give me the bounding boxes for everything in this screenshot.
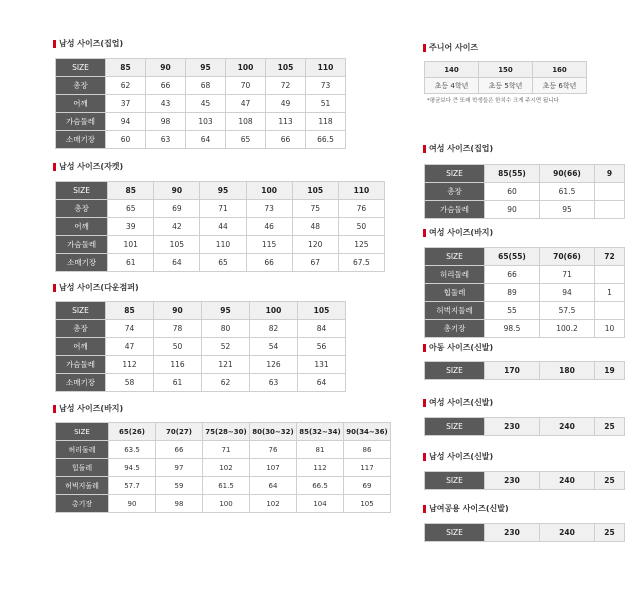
table-cell: 75 xyxy=(292,200,338,218)
table-row xyxy=(56,254,385,272)
table-row xyxy=(56,356,346,374)
size-table-women-shoes xyxy=(424,417,625,436)
table-cell: 61 xyxy=(108,254,154,272)
header-cell: 70(27) xyxy=(156,423,203,441)
table-header-row xyxy=(425,362,625,380)
header-cell: 75(28~30) xyxy=(203,423,250,441)
table-cell: 47 xyxy=(106,338,154,356)
table-cell: 105 xyxy=(344,495,391,513)
table-cell: 62 xyxy=(106,77,146,95)
table-cell: 116 xyxy=(154,356,202,374)
table-cell: 84 xyxy=(298,320,346,338)
table-cell: 71 xyxy=(203,441,250,459)
table-cell: 50 xyxy=(338,218,384,236)
table-cell: 110 xyxy=(200,236,246,254)
table-cell: 1 xyxy=(595,284,625,302)
header-cell: 110 xyxy=(306,59,346,77)
table-row xyxy=(56,95,346,113)
table-cell: 63 xyxy=(146,131,186,149)
table-cell: 66 xyxy=(246,254,292,272)
row-label: 허리둘레 xyxy=(425,266,485,284)
header-cell: 85(32~34) xyxy=(297,423,344,441)
row-label: 어깨 xyxy=(56,218,108,236)
header-cell: 80(30~32) xyxy=(250,423,297,441)
table-cell: 104 xyxy=(297,495,344,513)
table-cell: 131 xyxy=(298,356,346,374)
table-cell: 118 xyxy=(306,113,346,131)
table-cell: 102 xyxy=(203,459,250,477)
header-cell: 100 xyxy=(246,182,292,200)
table-cell: 97 xyxy=(156,459,203,477)
table-cell: 49 xyxy=(266,95,306,113)
table-cell: 64 xyxy=(250,477,297,495)
table-cell: 71 xyxy=(200,200,246,218)
table-cell: 102 xyxy=(250,495,297,513)
header-cell: 100 xyxy=(226,59,266,77)
table-cell: 67.5 xyxy=(338,254,384,272)
row-label: 허벅지둘레 xyxy=(56,477,109,495)
table-cell: 121 xyxy=(202,356,250,374)
table-cell: 65 xyxy=(200,254,246,272)
header-cell: 65(55) xyxy=(485,248,540,266)
table-header-row xyxy=(425,165,625,183)
table-row xyxy=(425,284,625,302)
header-cell: 230 xyxy=(485,418,540,436)
header-cell: 105 xyxy=(298,302,346,320)
table-cell: 52 xyxy=(202,338,250,356)
table-cell: 45 xyxy=(186,95,226,113)
table-cell: 66 xyxy=(485,266,540,284)
table-cell: 71 xyxy=(540,266,595,284)
table-row xyxy=(56,236,385,254)
table-row xyxy=(425,302,625,320)
table-header-row xyxy=(56,302,346,320)
row-label: 총장 xyxy=(56,320,106,338)
table-cell: 66 xyxy=(266,131,306,149)
size-table-unisex-shoes xyxy=(424,523,625,542)
table-cell: 126 xyxy=(250,356,298,374)
section-title-men-down: 남성 사이즈(다운점퍼) xyxy=(53,283,139,293)
row-label: 총기장 xyxy=(56,495,109,513)
header-cell: 95 xyxy=(200,182,246,200)
table-cell: 100.2 xyxy=(540,320,595,338)
header-cell: 100 xyxy=(250,302,298,320)
table-row xyxy=(56,338,346,356)
header-cell: 25 xyxy=(595,418,625,436)
row-label: 가슴둘레 xyxy=(56,356,106,374)
size-table-kids-shoes xyxy=(424,361,625,380)
section-title-women-zipup: 여성 사이즈(집업) xyxy=(423,144,493,154)
row-label: 허리둘레 xyxy=(56,441,109,459)
table-cell: 115 xyxy=(246,236,292,254)
table-row xyxy=(425,183,625,201)
header-cell: 170 xyxy=(485,362,540,380)
table-cell: 60 xyxy=(106,131,146,149)
size-table-women-pants xyxy=(424,247,625,338)
table-cell: 78 xyxy=(154,320,202,338)
table-cell: 54 xyxy=(250,338,298,356)
header-cell: 110 xyxy=(338,182,384,200)
table-cell: 44 xyxy=(200,218,246,236)
size-table-women-zipup xyxy=(424,164,625,219)
row-label: 힙둘레 xyxy=(425,284,485,302)
table-cell: 57.7 xyxy=(109,477,156,495)
header-cell: SIZE xyxy=(425,248,485,266)
table-cell: 42 xyxy=(154,218,200,236)
table-cell: 95 xyxy=(540,201,595,219)
table-cell: 초등 6학년 xyxy=(533,78,587,94)
header-cell: 230 xyxy=(485,472,540,490)
table-cell: 55 xyxy=(485,302,540,320)
table-cell: 39 xyxy=(108,218,154,236)
section-title-women-pants: 여성 사이즈(바지) xyxy=(423,228,493,238)
table-row xyxy=(56,131,346,149)
table-row xyxy=(56,320,346,338)
table-cell: 10 xyxy=(595,320,625,338)
header-cell: 90 xyxy=(154,302,202,320)
table-row xyxy=(425,320,625,338)
header-cell: SIZE xyxy=(425,362,485,380)
table-cell: 81 xyxy=(297,441,344,459)
header-cell: 85 xyxy=(108,182,154,200)
table-cell: 108 xyxy=(226,113,266,131)
header-cell: 90(66) xyxy=(540,165,595,183)
row-label: 총기장 xyxy=(425,320,485,338)
section-title-men-pants: 남성 사이즈(바지) xyxy=(53,404,123,414)
table-cell: 46 xyxy=(246,218,292,236)
row-label: 총장 xyxy=(56,200,108,218)
table-header-row xyxy=(425,248,625,266)
table-cell: 98.5 xyxy=(485,320,540,338)
table-row xyxy=(56,218,385,236)
table-row xyxy=(425,266,625,284)
table-cell: 73 xyxy=(246,200,292,218)
size-table-men-pants xyxy=(55,422,391,513)
table-row xyxy=(56,374,346,392)
table-cell: 72 xyxy=(266,77,306,95)
row-label: 가슴둘레 xyxy=(56,236,108,254)
table-cell: 51 xyxy=(306,95,346,113)
row-label: 총장 xyxy=(56,77,106,95)
header-cell: 19 xyxy=(595,362,625,380)
table-cell: 58 xyxy=(106,374,154,392)
header-cell: 85 xyxy=(106,302,154,320)
row-label: 힙둘레 xyxy=(56,459,109,477)
section-title-unisex-shoes: 남여공용 사이즈(신발) xyxy=(423,504,509,514)
table-header-row xyxy=(425,62,587,78)
header-cell: 140 xyxy=(425,62,479,78)
table-cell xyxy=(595,302,625,320)
table-cell: 66.5 xyxy=(306,131,346,149)
table-cell: 107 xyxy=(250,459,297,477)
table-header-row xyxy=(56,182,385,200)
table-cell: 69 xyxy=(344,477,391,495)
header-cell: SIZE xyxy=(56,59,106,77)
header-cell: 105 xyxy=(266,59,306,77)
section-title-junior: 주니어 사이즈 xyxy=(423,43,478,53)
header-cell: 85 xyxy=(106,59,146,77)
table-cell: 113 xyxy=(266,113,306,131)
section-title-kids-shoes: 아동 사이즈(신발) xyxy=(423,343,493,353)
table-cell: 60 xyxy=(485,183,540,201)
table-cell xyxy=(595,201,625,219)
table-cell: 76 xyxy=(250,441,297,459)
size-table-men-down xyxy=(55,301,346,392)
table-header-row xyxy=(425,418,625,436)
header-cell: 9 xyxy=(595,165,625,183)
header-cell: 85(55) xyxy=(485,165,540,183)
table-cell: 67 xyxy=(292,254,338,272)
table-row xyxy=(56,113,346,131)
section-title-women-shoes: 여성 사이즈(신발) xyxy=(423,398,493,408)
table-row xyxy=(56,441,391,459)
section-title-men-shoes: 남성 사이즈(신발) xyxy=(423,452,493,462)
header-cell: 240 xyxy=(540,418,595,436)
table-header-row xyxy=(56,423,391,441)
table-cell: 48 xyxy=(292,218,338,236)
table-cell: 63.5 xyxy=(109,441,156,459)
header-cell: 160 xyxy=(533,62,587,78)
header-cell: SIZE xyxy=(425,165,485,183)
table-cell: 64 xyxy=(186,131,226,149)
table-cell xyxy=(595,183,625,201)
table-cell: 56 xyxy=(298,338,346,356)
table-cell: 98 xyxy=(146,113,186,131)
size-table-men-shoes xyxy=(424,471,625,490)
table-cell: 112 xyxy=(297,459,344,477)
table-cell: 68 xyxy=(186,77,226,95)
table-cell: 63 xyxy=(250,374,298,392)
table-cell: 80 xyxy=(202,320,250,338)
table-cell: 94 xyxy=(106,113,146,131)
table-cell: 76 xyxy=(338,200,384,218)
header-cell: SIZE xyxy=(425,524,485,542)
table-cell: 59 xyxy=(156,477,203,495)
table-cell: 105 xyxy=(154,236,200,254)
header-cell: 90 xyxy=(154,182,200,200)
table-cell: 117 xyxy=(344,459,391,477)
row-label: 어깨 xyxy=(56,338,106,356)
table-row xyxy=(56,200,385,218)
header-cell: 105 xyxy=(292,182,338,200)
size-table-men-zipup xyxy=(55,58,346,149)
table-cell: 90 xyxy=(485,201,540,219)
header-cell: 70(66) xyxy=(540,248,595,266)
row-label: 총장 xyxy=(425,183,485,201)
table-row xyxy=(425,78,587,94)
size-table-men-jacket xyxy=(55,181,385,272)
junior-note: *평균보다 큰 또래 학생들은 한치수 크게 주시면 됩니다 xyxy=(427,98,559,104)
header-cell: 25 xyxy=(595,472,625,490)
row-label: 소매기장 xyxy=(56,131,106,149)
table-cell: 125 xyxy=(338,236,384,254)
table-cell: 94.5 xyxy=(109,459,156,477)
table-cell: 50 xyxy=(154,338,202,356)
table-cell: 73 xyxy=(306,77,346,95)
table-row xyxy=(56,477,391,495)
table-cell: 82 xyxy=(250,320,298,338)
header-cell: 72 xyxy=(595,248,625,266)
header-cell: 95 xyxy=(202,302,250,320)
table-cell: 103 xyxy=(186,113,226,131)
table-cell: 69 xyxy=(154,200,200,218)
table-cell: 61 xyxy=(154,374,202,392)
table-cell: 70 xyxy=(226,77,266,95)
header-cell: 240 xyxy=(540,524,595,542)
size-table-junior xyxy=(424,61,587,94)
table-cell: 120 xyxy=(292,236,338,254)
section-title-men-zipup: 남성 사이즈(집업) xyxy=(53,39,123,49)
row-label: 가슴둘레 xyxy=(56,113,106,131)
header-cell: SIZE xyxy=(425,472,485,490)
row-label: 소매기장 xyxy=(56,254,108,272)
table-row xyxy=(56,77,346,95)
table-cell: 98 xyxy=(156,495,203,513)
table-cell: 112 xyxy=(106,356,154,374)
header-cell: 65(26) xyxy=(109,423,156,441)
table-cell: 47 xyxy=(226,95,266,113)
row-label: 소매기장 xyxy=(56,374,106,392)
header-cell: 90(34~36) xyxy=(344,423,391,441)
header-cell: SIZE xyxy=(56,423,109,441)
table-cell: 초등 4학년 xyxy=(425,78,479,94)
header-cell: 180 xyxy=(540,362,595,380)
header-cell: 90 xyxy=(146,59,186,77)
table-cell: 94 xyxy=(540,284,595,302)
table-cell: 100 xyxy=(203,495,250,513)
row-label: 허벅지둘레 xyxy=(425,302,485,320)
header-cell: 25 xyxy=(595,524,625,542)
table-cell: 61.5 xyxy=(203,477,250,495)
table-cell: 66 xyxy=(156,441,203,459)
header-cell: SIZE xyxy=(56,302,106,320)
header-cell: 230 xyxy=(485,524,540,542)
table-header-row xyxy=(425,472,625,490)
header-cell: 240 xyxy=(540,472,595,490)
table-cell: 61.5 xyxy=(540,183,595,201)
header-cell: 150 xyxy=(479,62,533,78)
row-label: 가슴둘레 xyxy=(425,201,485,219)
table-cell: 66 xyxy=(146,77,186,95)
table-header-row xyxy=(425,524,625,542)
table-cell: 65 xyxy=(108,200,154,218)
table-cell: 101 xyxy=(108,236,154,254)
table-cell: 62 xyxy=(202,374,250,392)
section-title-men-jacket: 남성 사이즈(자켓) xyxy=(53,162,123,172)
table-header-row xyxy=(56,59,346,77)
table-cell: 74 xyxy=(106,320,154,338)
row-label: 어깨 xyxy=(56,95,106,113)
header-cell: SIZE xyxy=(56,182,108,200)
table-cell: 37 xyxy=(106,95,146,113)
table-cell: 66.5 xyxy=(297,477,344,495)
table-cell: 43 xyxy=(146,95,186,113)
table-cell: 64 xyxy=(154,254,200,272)
table-cell: 57.5 xyxy=(540,302,595,320)
table-row xyxy=(56,459,391,477)
header-cell: 95 xyxy=(186,59,226,77)
table-cell: 초등 5학년 xyxy=(479,78,533,94)
table-cell: 86 xyxy=(344,441,391,459)
table-cell xyxy=(595,266,625,284)
table-cell: 65 xyxy=(226,131,266,149)
table-cell: 64 xyxy=(298,374,346,392)
header-cell: SIZE xyxy=(425,418,485,436)
table-cell: 90 xyxy=(109,495,156,513)
table-cell: 89 xyxy=(485,284,540,302)
table-row xyxy=(56,495,391,513)
table-row xyxy=(425,201,625,219)
